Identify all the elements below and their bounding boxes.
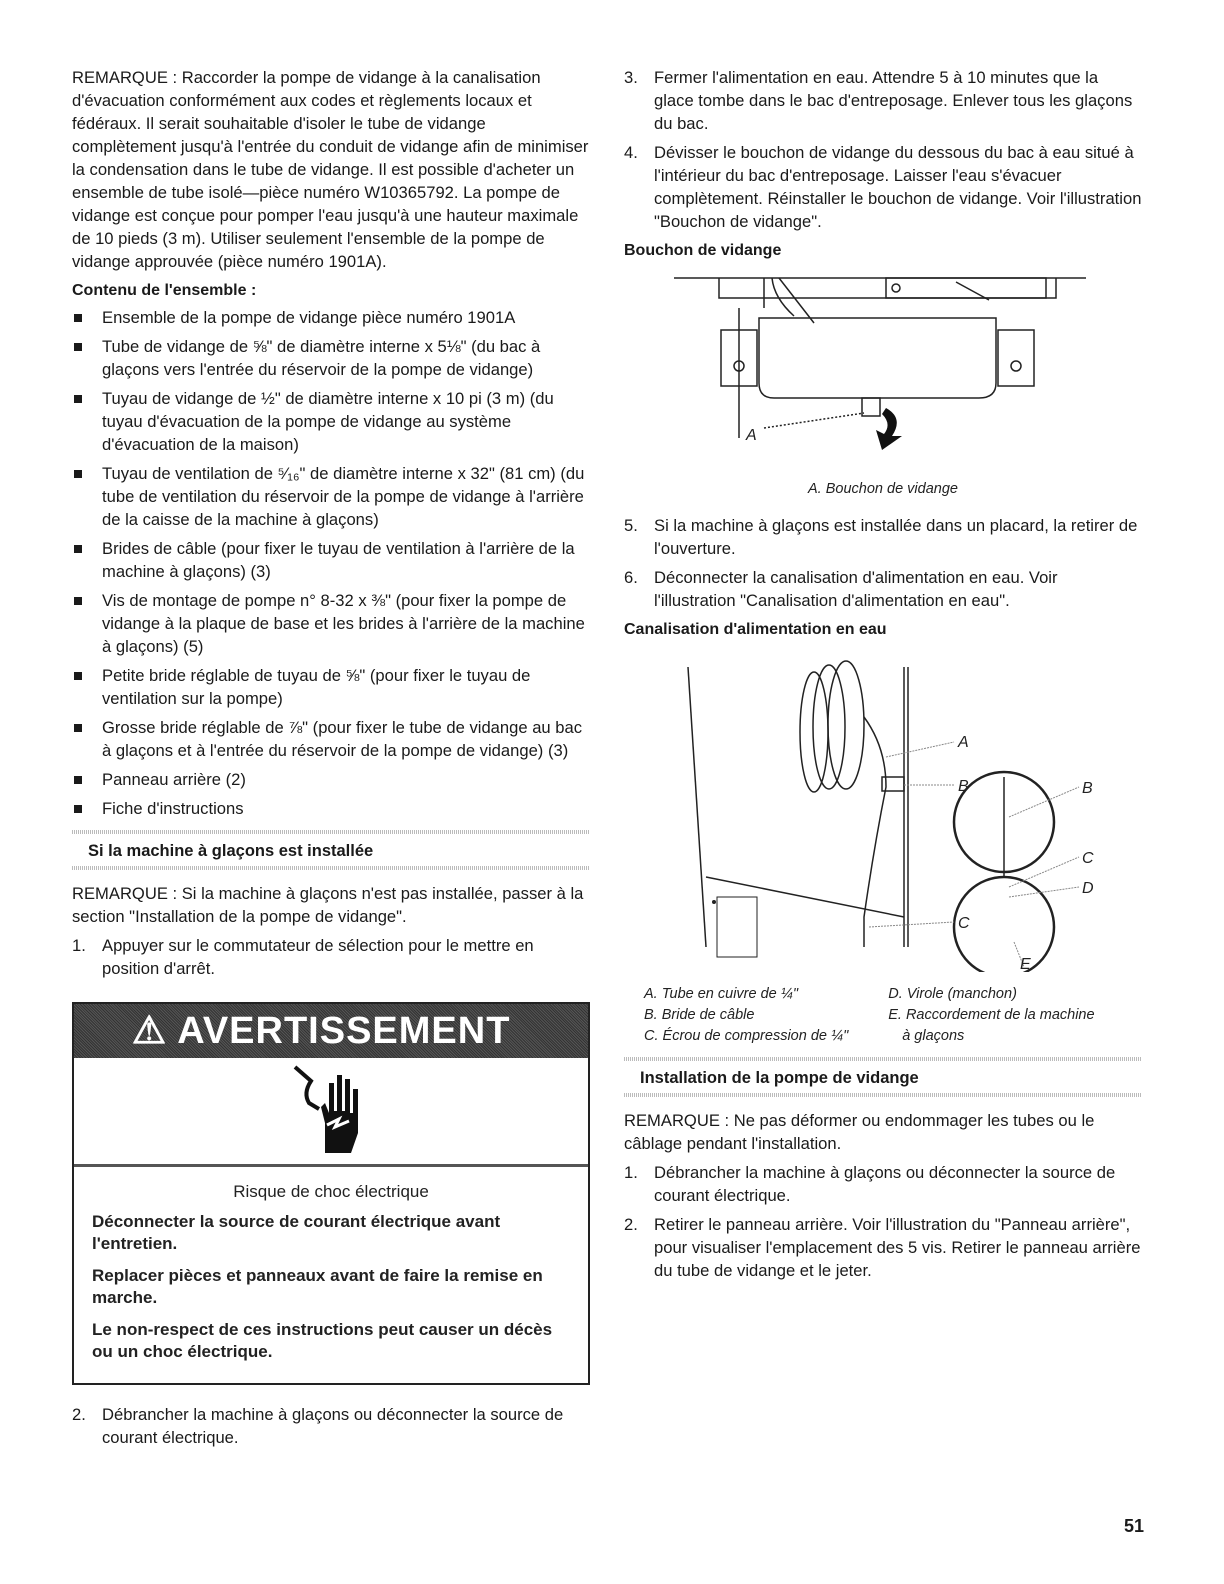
warning-line: Replacer pièces et panneaux avant de faire la remise en marche.	[92, 1266, 543, 1307]
warning-line: Le non-respect de ces instructions peut causer un décès ou un choc électrique.	[92, 1320, 553, 1361]
step-number: 3.	[624, 68, 638, 87]
step-text: Débrancher la machine à glaçons ou déconnecter la source de courant électrique.	[654, 1163, 1116, 1205]
step-text: Appuyer sur le commutateur de sélection pour le mettre en position d'arrêt.	[102, 936, 534, 978]
figure-caption: A. Bouchon de vidange	[808, 481, 958, 497]
step-number: 2.	[624, 1215, 638, 1234]
caption: E. Raccordement de la machine	[888, 1007, 1095, 1023]
figure-label: E	[1020, 956, 1031, 972]
step-text: Si la machine à glaçons est installée dans un placard, la retirer de l'ouverture.	[654, 516, 1138, 558]
list-item: Fiche d'instructions	[72, 797, 590, 820]
list-item: Petite bride réglable de tuyau de ⅝" (pour fixer le tuyau de ventilation sur la pompe)	[72, 664, 590, 710]
steps	[72, 934, 590, 980]
list-item: Panneau arrière (2)	[72, 768, 590, 791]
page-number: 51	[1124, 1516, 1145, 1536]
step-text: Dévisser le bouchon de vidange du dessous du bac à eau situé à l'intérieur du bac d'entreposage. Laisser l'eau s'évacuer complètement. Réinstaller le bouchon de vidange. Voir l'illustration "Bouchon de vidange".	[654, 143, 1142, 231]
electric-shock-icon	[74, 1058, 588, 1167]
figure-label: B	[1082, 780, 1093, 797]
warning-title: AVERTISSEMENT	[177, 1010, 511, 1052]
section-title: Si la machine à glaçons est installée	[88, 842, 374, 860]
figure-label: C	[1082, 850, 1094, 867]
figure-label: A	[958, 734, 969, 751]
warning-triangle-icon: ⚠	[132, 1010, 178, 1052]
caption-right	[888, 984, 1094, 1047]
list-item: Grosse bride réglable de ⅞" (pour fixer le tube de vidange au bac à glaçons et à l'entrée du réservoir de la pompe de vidange) (3)	[72, 716, 590, 762]
figure-label: B	[958, 778, 969, 795]
step-text: Fermer l'alimentation en eau. Attendre 5 à 10 minutes que la glace tombe dans le bac d'entreposage. Enlever tous les glaçons du bac.	[654, 68, 1133, 133]
list-item: Vis de montage de pompe n° 8-32 x ⅜" (pour fixer la pompe de vidange à la plaque de base et les brides à l'arrière de la machine à glaçons) (5)	[72, 589, 590, 658]
step-number: 2.	[72, 1405, 86, 1424]
caption: à glaçons	[902, 1028, 965, 1044]
caption: B. Bride de câble	[644, 1007, 755, 1023]
step-text: Retirer le panneau arrière. Voir l'illustration du "Panneau arrière", pour visualiser l'emplacement des 5 vis. Retirer le panneau arrière du tube de vidange et le jeter.	[654, 1215, 1141, 1280]
step	[624, 566, 1142, 612]
figure-heading: Bouchon de vidange	[624, 242, 782, 259]
caption: A. Tube en cuivre de ¼"	[644, 986, 798, 1002]
figure-heading: Canalisation d'alimentation en eau	[624, 621, 887, 638]
caption: D. Virole (manchon)	[888, 986, 1017, 1002]
step	[624, 514, 1142, 560]
section-header	[72, 830, 590, 870]
warning-box	[72, 1002, 590, 1385]
step	[72, 1403, 590, 1449]
section-title: Installation de la pompe de vidange	[640, 1069, 919, 1087]
right-column	[624, 66, 1142, 1288]
caption: C. Écrou de compression de ¼"	[644, 1028, 849, 1044]
note-drain: REMARQUE : Raccorder la pompe de vidange à la canalisation d'évacuation conformément aux codes et règlements locaux et fédéraux. Il serait souhaitable d'isoler le tube de vidange complètement jusqu'à l'entrée du conduit de vidange afin de minimiser la condensation dans le tube de vidange. Il est possible d'acheter un ensemble de tube isolé—pièce numéro W10365792. La pompe de vidange est conçue pour pomper l'eau jusqu'à une hauteur maximale de 10 pieds (3 m). Utiliser seulement l'ensemble de la pompe de vidange approuvée (pièce numéro 1901A).	[72, 68, 589, 271]
figure-label: A	[746, 427, 757, 444]
steps	[624, 1161, 1142, 1282]
step-number: 1.	[624, 1163, 638, 1182]
note-install: REMARQUE : Ne pas déformer ou endommager les tubes ou le câblage pendant l'installation.	[624, 1111, 1095, 1153]
note-not-installed: REMARQUE : Si la machine à glaçons n'est pas installée, passer à la section "Installation de la pompe de vidange".	[72, 884, 584, 926]
section-header	[624, 1057, 1142, 1097]
caption-left	[644, 984, 848, 1047]
step	[624, 66, 1142, 135]
warning-header	[74, 1004, 588, 1058]
step-number: 1.	[72, 936, 86, 955]
step-text: Débrancher la machine à glaçons ou déconnecter la source de courant électrique.	[102, 1405, 564, 1447]
warning-subtitle: Risque de choc électrique	[233, 1182, 429, 1201]
kit-list	[72, 306, 590, 820]
figure-label: D	[1082, 880, 1094, 897]
steps	[624, 66, 1142, 233]
list-item: Tuyau de vidange de ½" de diamètre interne x 10 pi (3 m) (du tuyau d'évacuation de la pompe de vidange au système d'évacuation de la maison)	[72, 387, 590, 456]
drain-plug-illustration	[624, 268, 1142, 500]
figure-label: C	[958, 915, 970, 932]
step-number: 6.	[624, 568, 638, 587]
step-number: 4.	[624, 143, 638, 162]
warning-line: Déconnecter la source de courant électrique avant l'entretien.	[92, 1212, 501, 1253]
list-item: Ensemble de la pompe de vidange pièce numéro 1901A	[72, 306, 590, 329]
step-number: 5.	[624, 516, 638, 535]
kit-heading: Contenu de l'ensemble :	[72, 282, 257, 299]
water-supply-illustration	[624, 647, 1142, 1047]
step	[624, 141, 1142, 233]
step	[624, 1161, 1142, 1207]
steps	[624, 514, 1142, 612]
list-item: Tuyau de ventilation de ⁵⁄₁₆" de diamètre interne x 32" (81 cm) (du tube de ventilation du réservoir de la pompe de vidange à l'arrière de la caisse de la machine à glaçons)	[72, 462, 590, 531]
step	[72, 934, 590, 980]
warning-body	[74, 1167, 588, 1383]
list-item: Brides de câble (pour fixer le tuyau de ventilation à l'arrière de la machine à glaçons) (3)	[72, 537, 590, 583]
list-item: Tube de vidange de ⅝" de diamètre interne x 5⅛" (du bac à glaçons vers l'entrée du réservoir de la pompe de vidange)	[72, 335, 590, 381]
step	[624, 1213, 1142, 1282]
step-text: Déconnecter la canalisation d'alimentation en eau. Voir l'illustration "Canalisation d'alimentation en eau".	[654, 568, 1058, 610]
left-column	[72, 66, 590, 1455]
steps	[72, 1403, 590, 1449]
